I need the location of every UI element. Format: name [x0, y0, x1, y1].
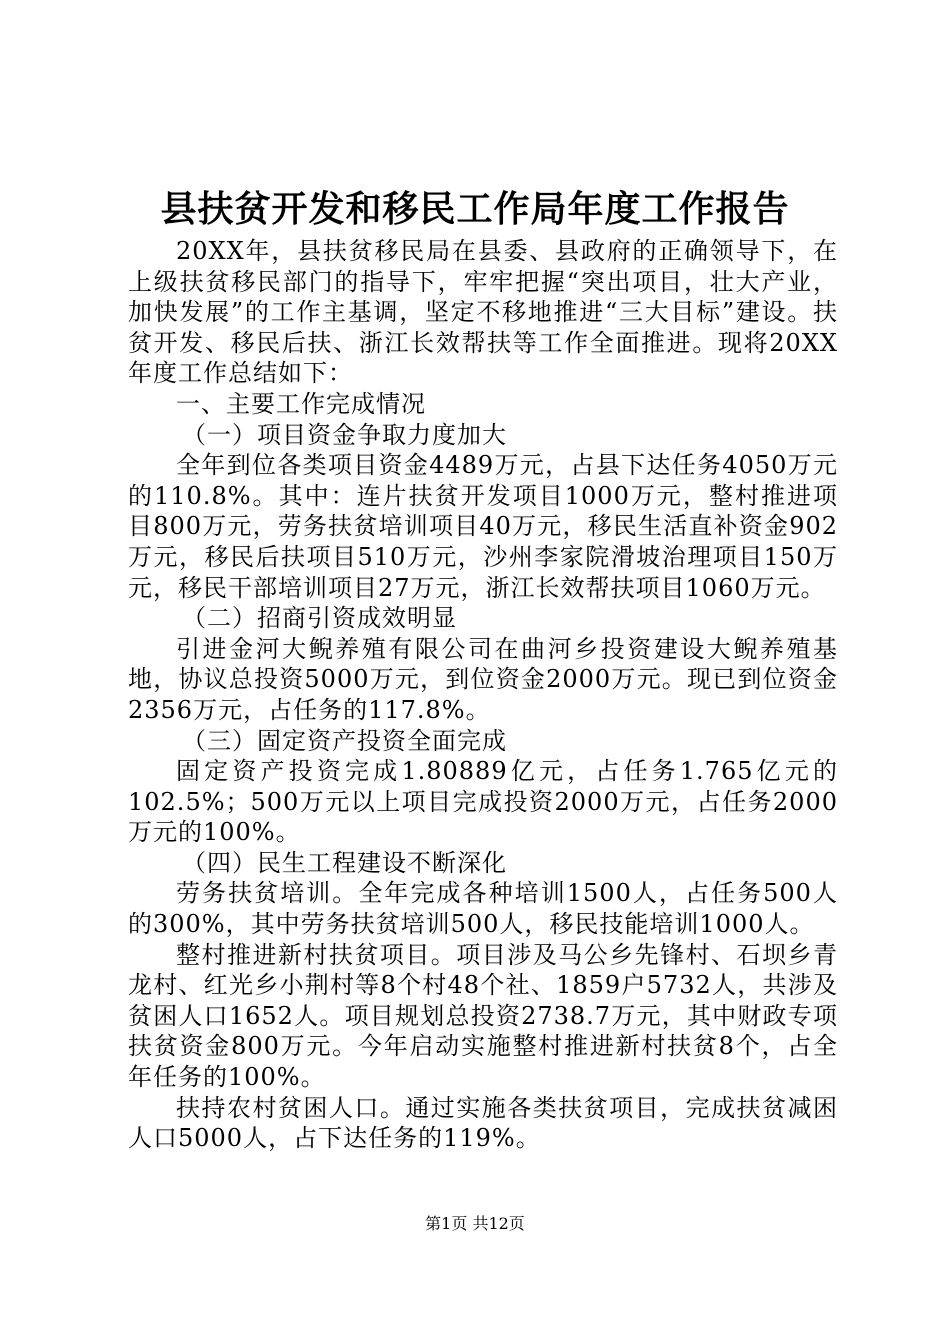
- body-paragraph: 引进金河大鲵养殖有限公司在曲河乡投资建设大鲵养殖基地，协议总投资5000万元，到位资金2000万元。现已到位资金2356万元，占任务的117.8%。: [128, 634, 838, 724]
- body-paragraph: 固定资产投资完成1.80889亿元，占任务1.765亿元的102.5%；500万元以上项目完成投资2000万元，占任务2000万元的100%。: [128, 757, 838, 847]
- body-paragraph: 全年到位各类项目资金4489万元，占县下达任务4050万元的110.8%。其中：连片扶贫开发项目1000万元，整村推进项目800万元，劳务扶贫培训项目40万元，移民生活直补资金902万元，移民后扶项目510万元，沙州李家院滑坡治理项目150万元，移民干部培训项目27万元，浙江长效帮扶项目1060万元。: [128, 451, 838, 602]
- body-paragraph: 劳务扶贫培训。全年完成各种培训1500人，占任务500人的300%，其中劳务扶贫培训500人，移民技能培训1000人。: [128, 879, 838, 939]
- subsection-heading: （一）项目资金争取力度加大: [182, 420, 507, 449]
- subsection-heading: （四）民生工程建设不断深化: [182, 848, 507, 877]
- body-paragraph: 扶持农村贫困人口。通过实施各类扶贫项目，完成扶贫减困人口5000人，占下达任务的119%。: [128, 1093, 838, 1153]
- section-heading: 一、主要工作完成情况: [176, 389, 426, 418]
- body-paragraph: 整村推进新村扶贫项目。项目涉及马公乡先锋村、石坝乡青龙村、红光乡小荆村等8个村48个社、1859户5732人，共涉及贫困人口1652人。项目规划总投资2738.7万元，其中财政专项扶贫资金800万元。今年启动实施整村推进新村扶贫8个，占全年任务的100%。: [128, 940, 838, 1092]
- intro-paragraph: 20XX年，县扶贫移民局在县委、县政府的正确领导下，在上级扶贫移民部门的指导下，牢牢把握“突出项目，壮大产业，加快发展”的工作主基调，坚定不移地推进“三大目标”建设。扶贫开发、移民后扶、浙江长效帮扶等工作全面推进。现将20XX年度工作总结如下：: [128, 237, 838, 388]
- subsection-heading: （二）招商引资成效明显: [182, 604, 457, 633]
- document-title: 县扶贫开发和移民工作局年度工作报告: [160, 188, 790, 230]
- document-body: [128, 236, 838, 1154]
- subsection-heading: （三）固定资产投资全面完成: [182, 726, 507, 755]
- page-footer: 第1页 共12页: [425, 1214, 525, 1233]
